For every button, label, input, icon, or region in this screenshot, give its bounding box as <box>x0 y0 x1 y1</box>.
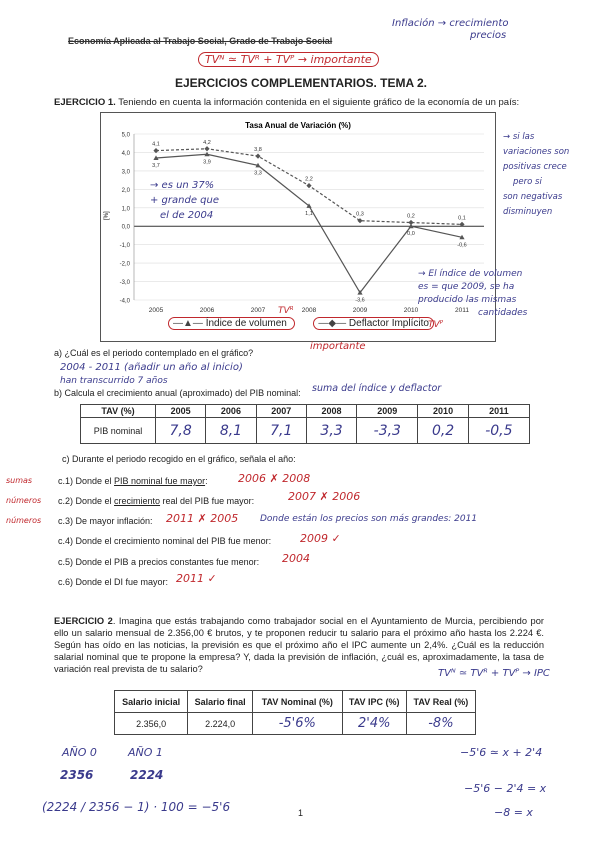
chart-title: Tasa Anual de Variación (%) <box>245 121 351 130</box>
tvp-note: TVᴾ <box>428 320 444 330</box>
answer-c1: 2006 ✗ 2008 <box>238 472 311 485</box>
chart-data-label-deflactor: 2,2 <box>305 176 313 183</box>
work-formula: (2224 / 2356 − 1) · 100 = −5'6 <box>42 800 231 814</box>
pib-year: 2011 <box>468 405 529 418</box>
salary-header: TAV Nominal (%) <box>252 691 342 713</box>
pib-value: -3,3 <box>357 418 418 444</box>
chart-ytick-label: -3,0 <box>119 280 130 287</box>
ex2-formula-note: TVᴺ ≃ TVᴿ + TVᴾ → IPC <box>438 668 550 679</box>
chart-legend <box>168 318 434 329</box>
margin-note-c1: sumas <box>6 476 33 485</box>
pib-header-label: TAV (%) <box>81 405 156 418</box>
ex1-intro <box>54 97 554 108</box>
bottom-note-line: → El índice de volumen <box>418 269 523 279</box>
chart-xtick-label: 2009 <box>352 307 368 314</box>
side-note-line: positivas crece <box>503 162 567 172</box>
prices-note: precios <box>470 30 507 41</box>
work-right-2: −5'6 − 2'4 = x <box>464 782 547 795</box>
pib-value: 8,1 <box>206 418 256 444</box>
question-a: a) ¿Cuál es el periodo contemplado en el gráfico? <box>54 348 254 358</box>
chart-data-label-deflactor: 0,3 <box>356 211 364 218</box>
tvr-note: TVᴿ <box>278 306 294 316</box>
pib-value: 3,3 <box>306 418 356 444</box>
chart-data-label-volume: 3,3 <box>254 170 262 177</box>
c2-pre: c.2) Donde el <box>58 496 115 506</box>
question-c2 <box>58 496 254 506</box>
salary-table-row <box>115 713 476 735</box>
pib-row-label: PIB nominal <box>81 418 156 444</box>
side-note-line: son negativas <box>503 192 563 202</box>
ex2-body: . Imagina que estás trabajando como trabajador social en el Ayuntamiento de Murcia, percibiendo por ello un salario mensual de 2.356,00 € brutos, y te proponen reducir tu salario para el próximo año hasta los 2.224 €. Según has oído en las noticias, la previsión es que el próximo año el IPC aumente un 2,4%. ¿Cuál es la reducción salarial nominal que te propone la empresa? Y, dada la previsión de inflación, ¿cuál es, aproximadamente, la tasa de variación real prevista de tu salario? <box>54 616 544 674</box>
chart-data-label-deflactor: 0,2 <box>407 213 415 220</box>
page-title: EJERCICIOS COMPLEMENTARIOS. TEMA 2. <box>174 76 428 90</box>
c2-term: crecimiento <box>114 496 161 506</box>
pib-year: 2005 <box>156 405 206 418</box>
side-note-line: variaciones son <box>503 147 570 157</box>
chart-ytick-label: 5,0 <box>121 132 130 139</box>
ex1-text: Teniendo en cuenta la información contenida en el siguiente gráfico de la economía de un país: <box>118 97 520 108</box>
work-year0: AÑO 0 <box>62 746 97 759</box>
question-c5: c.5) Donde el PIB a precios constantes fue menor: <box>58 557 260 567</box>
salary-header: TAV IPC (%) <box>342 691 406 713</box>
answer-c5: 2004 <box>282 552 310 565</box>
answer-c4: 2009 ✓ <box>300 532 341 545</box>
chart-data-label-volume: -0,6 <box>457 242 467 249</box>
salary-table-header <box>115 691 476 713</box>
question-c3: c.3) De mayor inflación: <box>58 516 153 526</box>
chart-xtick-label: 2010 <box>403 307 419 314</box>
work-year1: AÑO 1 <box>128 746 163 759</box>
chart-data-label-deflactor: 4,1 <box>152 141 160 148</box>
work-right-1: −5'6 ≃ x + 2'4 <box>460 746 543 759</box>
chart-ytick-label: 4,0 <box>121 150 130 157</box>
chart-bottom-note <box>418 268 527 320</box>
answer-b-note: suma del índice y deflactor <box>312 383 442 394</box>
question-c4: c.4) Donde el crecimiento nominal del PIB fue menor: <box>58 536 272 546</box>
chart-data-label-deflactor: 3,8 <box>254 147 262 154</box>
c2-post: real del PIB fue mayor: <box>160 496 255 506</box>
c1-post: : <box>205 476 208 486</box>
question-c6: c.6) Donde el DI fue mayor: <box>58 577 169 587</box>
chart-ytick-label: 1,0 <box>121 206 130 213</box>
answer-c2: 2007 ✗ 2006 <box>288 490 361 503</box>
bottom-note-line: es = que 2009, se ha <box>418 282 515 292</box>
salary-value: 2'4% <box>342 713 406 735</box>
ex2-text <box>54 615 544 675</box>
page-number: 1 <box>298 808 304 818</box>
pib-year: 2010 <box>418 405 468 418</box>
answer-c6: 2011 ✓ <box>176 572 217 585</box>
work-right-3: −8 = x <box>494 806 533 819</box>
pib-value: 7,8 <box>156 418 206 444</box>
chart-data-label-deflactor: 4,2 <box>203 139 211 146</box>
pib-value: 0,2 <box>418 418 468 444</box>
chart-data-label-volume: -3,6 <box>355 297 365 304</box>
pib-value: -0,5 <box>468 418 529 444</box>
legend-volume-label: Índice de volumen <box>205 318 287 329</box>
margin-note-c2: números <box>6 496 42 505</box>
margin-note-c3: números <box>6 516 42 525</box>
chart-xtick-label: 2006 <box>199 307 215 314</box>
salary-header: Salario final <box>188 691 253 713</box>
bottom-note-line: producido las mismas <box>418 295 517 305</box>
chart-side-note <box>503 130 601 220</box>
salary-header: TAV Real (%) <box>406 691 475 713</box>
chart-data-label-deflactor: 0,1 <box>458 215 466 222</box>
legend-marker-volume: —▲— <box>173 318 203 329</box>
work-salary0: 2356 <box>60 768 94 782</box>
chart-data-label-volume: 1,1 <box>305 210 313 217</box>
chart-ytick-label: -2,0 <box>119 261 130 268</box>
pib-year: 2006 <box>206 405 256 418</box>
chart-ytick-label: 0,0 <box>121 224 130 231</box>
question-b: b) Calcula el crecimiento anual (aproximado) del PIB nominal: <box>54 388 301 398</box>
c1-term: PIB nominal fue mayor <box>114 476 206 486</box>
pib-table-header <box>81 405 530 418</box>
pib-year: 2007 <box>256 405 306 418</box>
salary-table <box>114 690 476 735</box>
pib-year: 2009 <box>357 405 418 418</box>
answer-c3-extra: Donde están los precios son más grandes: 2011 <box>260 514 478 524</box>
legend-marker-deflactor: —◆— <box>318 318 347 329</box>
chart-ytick-label: 2,0 <box>121 187 130 194</box>
side-note-line: disminuyen <box>503 207 553 217</box>
chart-data-label-volume: 0,0 <box>407 231 415 238</box>
salary-value: 2.356,0 <box>115 713 188 735</box>
salary-header: Salario inicial <box>115 691 188 713</box>
chart-note-line: + grande que <box>150 195 219 206</box>
pib-table <box>80 404 530 444</box>
c1-pre: c.1) Donde el <box>58 476 115 486</box>
course-header: Economía Aplicada al Trabajo Social, Grado de Trabajo Social <box>68 36 333 46</box>
chart-ylabel: [%] <box>104 211 110 220</box>
legend-item-deflactor <box>313 317 434 330</box>
chart-xtick-label: 2007 <box>250 307 266 314</box>
question-c1 <box>58 476 208 486</box>
salary-value: -5'6% <box>252 713 342 735</box>
chart-note-line: → es un 37% <box>150 180 215 191</box>
importante-note: importante <box>310 341 366 352</box>
ex1-label: EJERCICIO 1. <box>54 97 116 108</box>
inflation-note: Inflación → crecimiento <box>392 18 509 29</box>
chart-inner-note <box>150 178 219 223</box>
salary-value: 2.224,0 <box>188 713 253 735</box>
pib-value: 7,1 <box>256 418 306 444</box>
work-salary1: 2224 <box>130 768 164 782</box>
formula-note-top: TVᴺ ≃ TVᴿ + TVᴾ → importante <box>198 52 379 67</box>
answer-c3: 2011 ✗ 2005 <box>166 512 239 525</box>
side-note-line: → si las <box>503 132 535 142</box>
chart-data-label-volume: 3,7 <box>152 162 160 169</box>
chart-xtick-label: 2005 <box>148 307 164 314</box>
pib-year: 2008 <box>306 405 356 418</box>
question-c: c) Durante el periodo recogido en el gráfico, señala el año: <box>62 454 296 464</box>
side-note-line: pero si <box>513 177 542 187</box>
pib-table-row <box>81 418 530 444</box>
chart-ytick-label: 3,0 <box>121 169 130 176</box>
bottom-note-line: cantidades <box>478 308 528 318</box>
salary-value: -8% <box>406 713 475 735</box>
answer-a-2: han transcurrido 7 años <box>60 376 168 386</box>
chart-xtick-label: 2008 <box>301 307 317 314</box>
ex2-label: EJERCICIO 2 <box>54 616 113 626</box>
legend-deflactor-label: Deflactor Implícito <box>348 318 429 329</box>
chart-ytick-label: -4,0 <box>119 298 130 305</box>
chart-data-label-volume: 3,9 <box>203 159 211 166</box>
chart-xtick-label: 2011 <box>455 307 469 314</box>
answer-a-1: 2004 - 2011 (añadir un año al inicio) <box>60 362 243 373</box>
chart-ytick-label: -1,0 <box>119 243 130 250</box>
legend-item-volume <box>168 317 295 330</box>
chart-note-line: el de 2004 <box>160 210 214 221</box>
